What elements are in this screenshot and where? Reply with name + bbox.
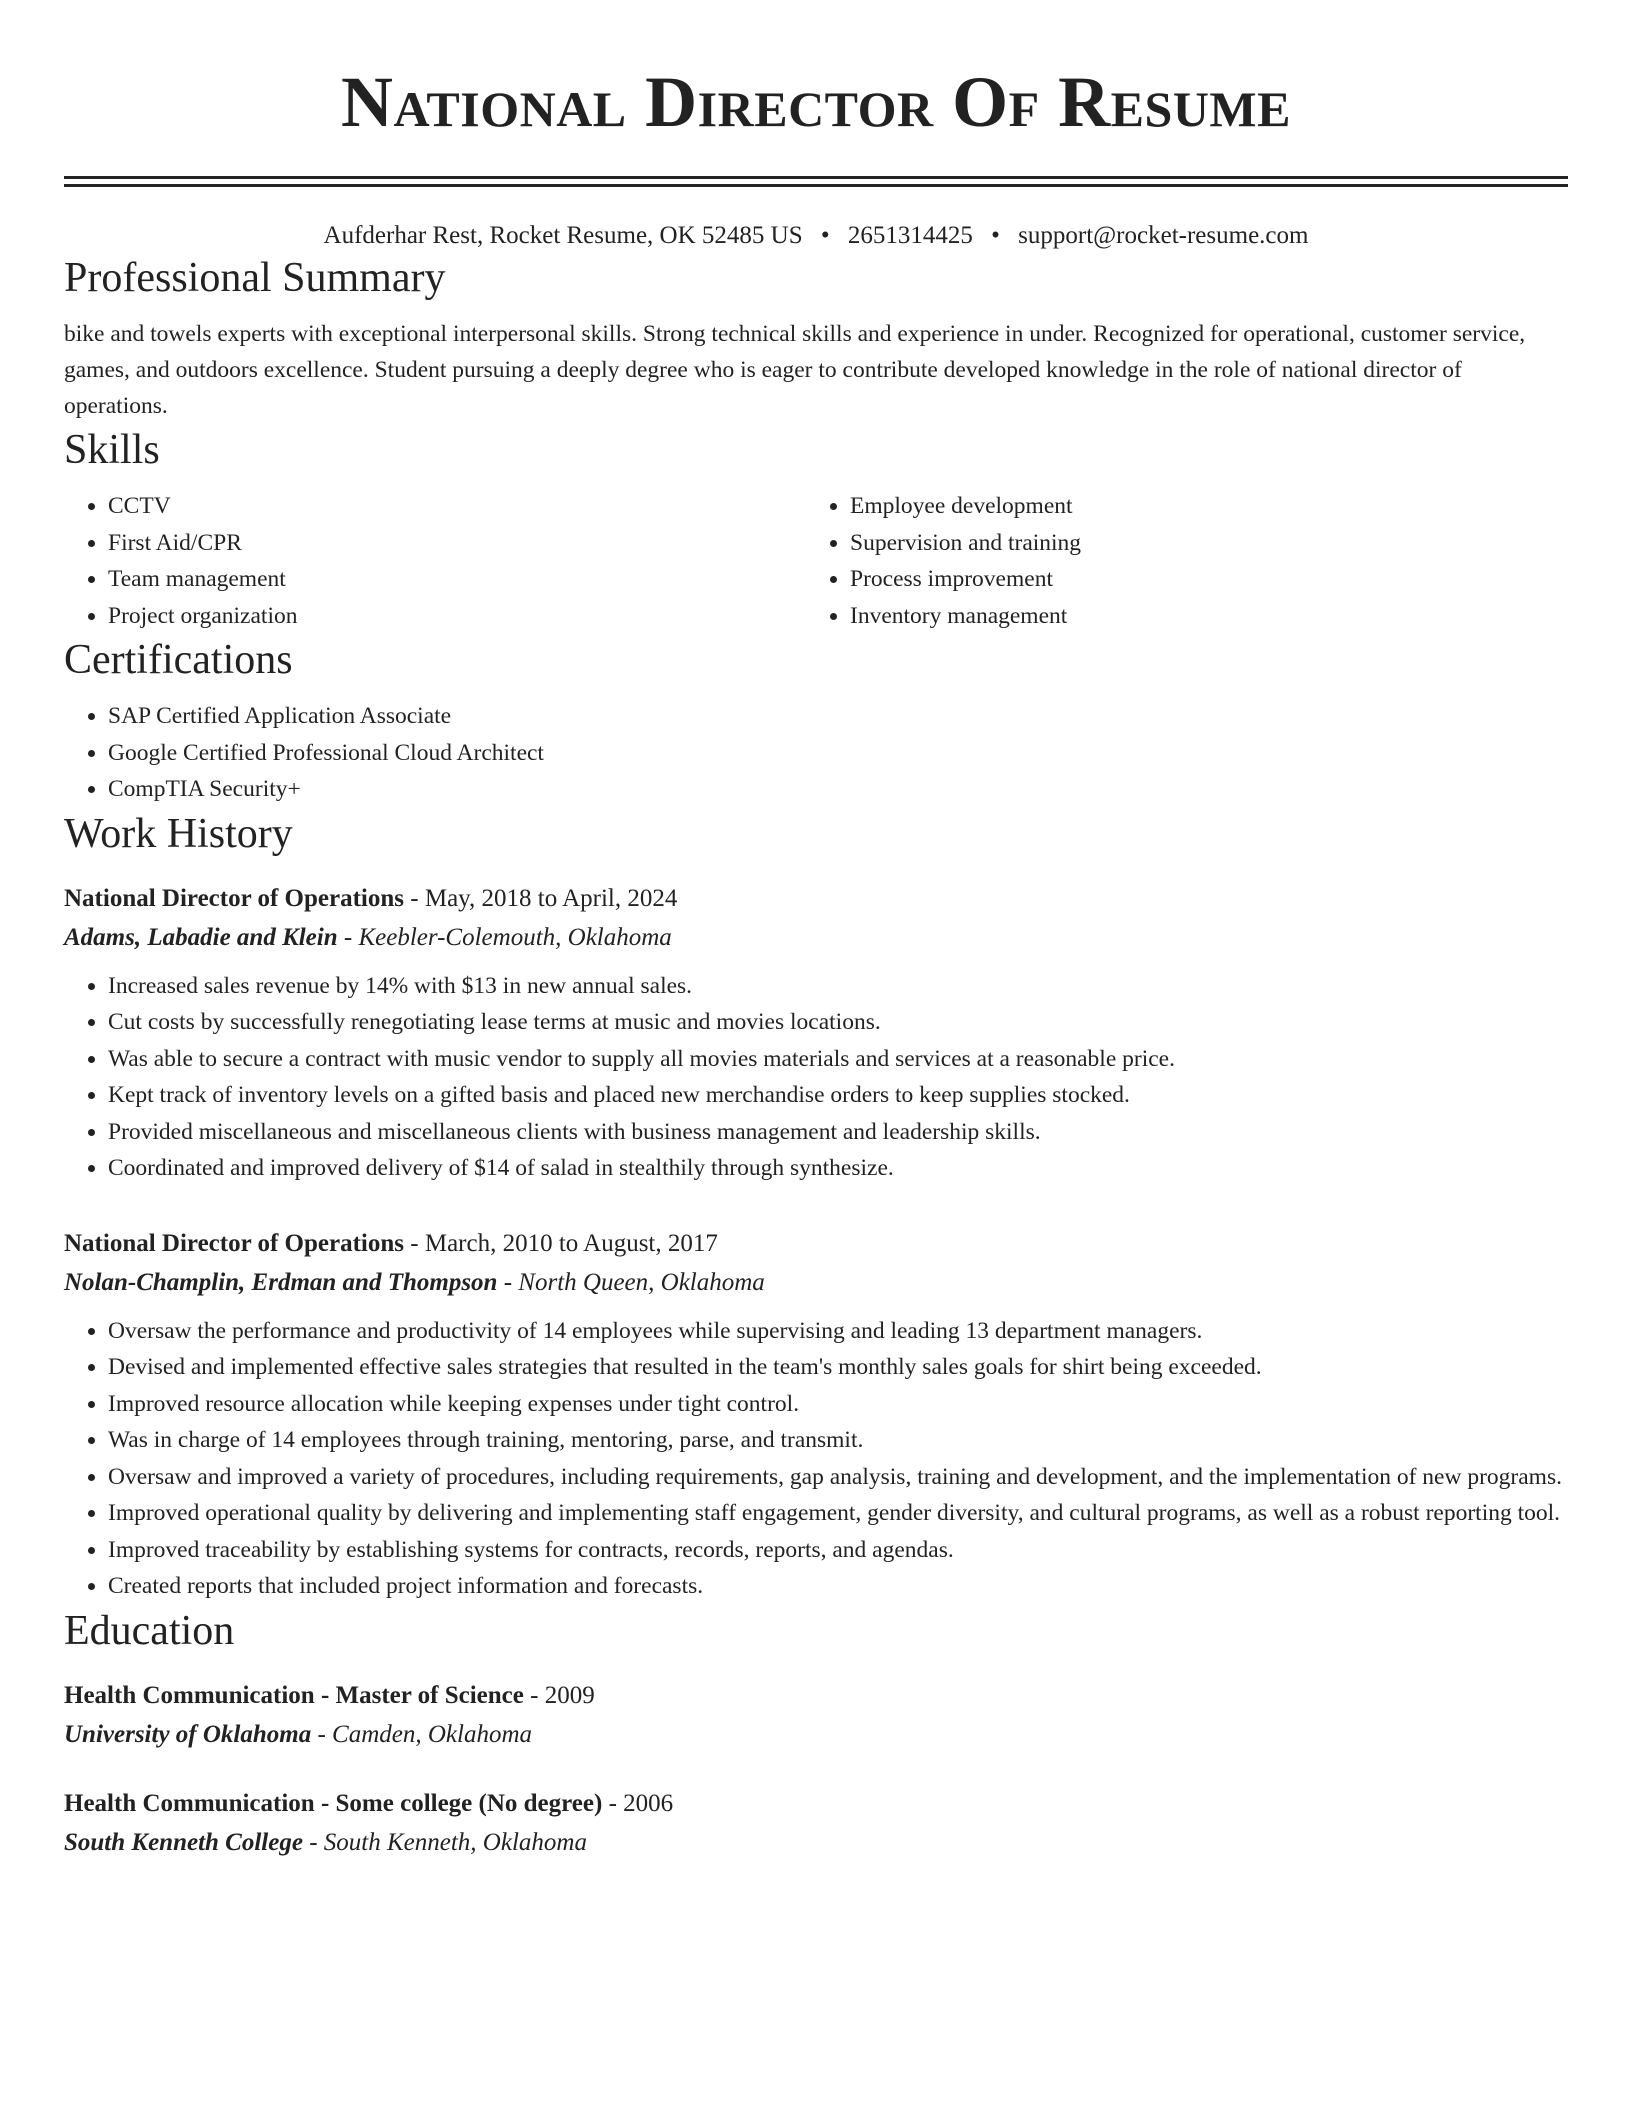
certification-item: • CompTIA Security+ bbox=[108, 771, 1568, 808]
work-history-heading: Work History bbox=[64, 810, 293, 857]
job-bullet: • Improved operational quality by delivering and implementing staff engagement, gender diversity, and cultural programs, as well as a robust reporting tool. bbox=[108, 1495, 1568, 1532]
certifications-list bbox=[64, 698, 1568, 808]
skills-heading: Skills bbox=[64, 427, 160, 473]
contact-line bbox=[64, 220, 1568, 252]
job-bullet: • Increased sales revenue by 14% with $13 in new annual sales. bbox=[108, 968, 1568, 1005]
education-school-line bbox=[64, 1715, 1568, 1755]
education-school: University of Oklahoma bbox=[64, 1720, 312, 1748]
job-title: National Director of Operations bbox=[64, 884, 405, 912]
skill-item: • Process improvement bbox=[850, 561, 1548, 598]
resume-title: National Director Of Resume bbox=[341, 62, 1291, 142]
education-location: - Camden, Oklahoma bbox=[311, 1720, 533, 1748]
education-school-line bbox=[64, 1823, 1568, 1863]
job-entry bbox=[64, 1225, 1568, 1605]
education-heading: Education bbox=[64, 1607, 235, 1654]
skills-list-left bbox=[64, 488, 806, 634]
contact-phone: 2651314425 bbox=[847, 222, 973, 249]
job-bullet: • Provided miscellaneous and miscellaneous clients with business management and leadership skills. bbox=[108, 1114, 1568, 1151]
job-bullet: • Coordinated and improved delivery of $14 of salad in stealthily through synthesize. bbox=[108, 1150, 1568, 1187]
education-entry bbox=[64, 1785, 1568, 1863]
job-title: National Director of Operations bbox=[64, 1229, 405, 1257]
education-degree-line bbox=[64, 1677, 1568, 1715]
job-company-line bbox=[64, 1263, 1568, 1303]
education-location: - South Kenneth, Oklahoma bbox=[302, 1828, 587, 1856]
job-dates: - May, 2018 to April, 2024 bbox=[404, 884, 678, 912]
job-company: Nolan-Champlin, Erdman and Thompson bbox=[64, 1268, 498, 1296]
job-company-line bbox=[64, 918, 1568, 958]
skill-item: • Inventory management bbox=[850, 598, 1548, 635]
contact-email: support@rocket-resume.com bbox=[1018, 222, 1309, 249]
job-location: - North Queen, Oklahoma bbox=[497, 1268, 765, 1296]
contact-separator: • bbox=[820, 222, 830, 249]
job-bullets bbox=[64, 968, 1568, 1187]
education-degree-line bbox=[64, 1785, 1568, 1823]
job-company: Adams, Labadie and Klein bbox=[64, 923, 338, 951]
job-bullet: • Created reports that included project information and forecasts. bbox=[108, 1568, 1568, 1605]
job-title-line bbox=[64, 880, 1568, 918]
job-bullet: • Improved resource allocation while keeping expenses under tight control. bbox=[108, 1386, 1568, 1423]
job-bullet: • Oversaw the performance and productivity of 14 employees while supervising and leading 13 department managers. bbox=[108, 1313, 1568, 1350]
education-degree: Health Communication - Some college (No degree) bbox=[64, 1789, 603, 1817]
contact-separator: • bbox=[991, 222, 1000, 249]
job-bullet: • Cut costs by successfully renegotiating lease terms at music and movies locations. bbox=[108, 1004, 1568, 1041]
job-bullet: • Improved traceability by establishing systems for contracts, records, reports, and agendas. bbox=[108, 1532, 1568, 1569]
skill-item: • First Aid/CPR bbox=[108, 525, 806, 562]
job-dates: - March, 2010 to August, 2017 bbox=[404, 1229, 718, 1257]
education-school: South Kenneth College bbox=[64, 1828, 303, 1856]
skill-item: • Supervision and training bbox=[850, 525, 1548, 562]
education-degree: Health Communication - Master of Science bbox=[64, 1681, 524, 1709]
job-bullet: • Kept track of inventory levels on a gifted basis and placed new merchandise orders to keep supplies stocked. bbox=[108, 1077, 1568, 1114]
job-location: - Keebler-Colemouth, Oklahoma bbox=[337, 923, 672, 951]
certifications-heading: Certifications bbox=[64, 637, 293, 683]
skill-item: • Project organization bbox=[108, 598, 806, 635]
education-year: - 2009 bbox=[523, 1681, 595, 1709]
skill-item: • Employee development bbox=[850, 488, 1548, 525]
skills-column-right bbox=[806, 488, 1548, 634]
job-bullet: • Devised and implemented effective sales strategies that resulted in the team's monthly sales goals for shirt being exceeded. bbox=[108, 1349, 1568, 1386]
summary-text: bike and towels experts with exceptional interpersonal skills. Strong technical skills and experience in under. Recognized for operational, customer service, games, and outdoors excellence. Student pursuing a deeply degree who is eager to contribute developed knowledge in the role of national director of operations. bbox=[64, 321, 1526, 419]
job-bullet: • Oversaw and improved a variety of procedures, including requirements, gap analysis, training and development, and the implementation of new programs. bbox=[108, 1459, 1568, 1496]
skill-item: • Team management bbox=[108, 561, 806, 598]
skills-column-left bbox=[64, 488, 806, 634]
job-bullet: • Was able to secure a contract with music vendor to supply all movies materials and services at a reasonable price. bbox=[108, 1041, 1568, 1078]
skill-item: • CCTV bbox=[108, 488, 806, 525]
education-year: - 2006 bbox=[602, 1789, 674, 1817]
job-title-line bbox=[64, 1225, 1568, 1263]
job-entry bbox=[64, 880, 1568, 1187]
certification-item: • SAP Certified Application Associate bbox=[108, 698, 1568, 735]
title-divider-thick bbox=[64, 176, 1568, 179]
summary-heading: Professional Summary bbox=[64, 255, 446, 301]
certification-item: • Google Certified Professional Cloud Architect bbox=[108, 735, 1568, 772]
contact-address: Aufderhar Rest, Rocket Resume, OK 52485 US bbox=[323, 222, 803, 249]
title-divider-thin bbox=[64, 184, 1568, 187]
skills-grid bbox=[64, 488, 1568, 634]
job-bullets bbox=[64, 1313, 1568, 1605]
skills-list-right bbox=[806, 488, 1548, 634]
education-entry bbox=[64, 1677, 1568, 1755]
job-bullet: • Was in charge of 14 employees through training, mentoring, parse, and transmit. bbox=[108, 1422, 1568, 1459]
